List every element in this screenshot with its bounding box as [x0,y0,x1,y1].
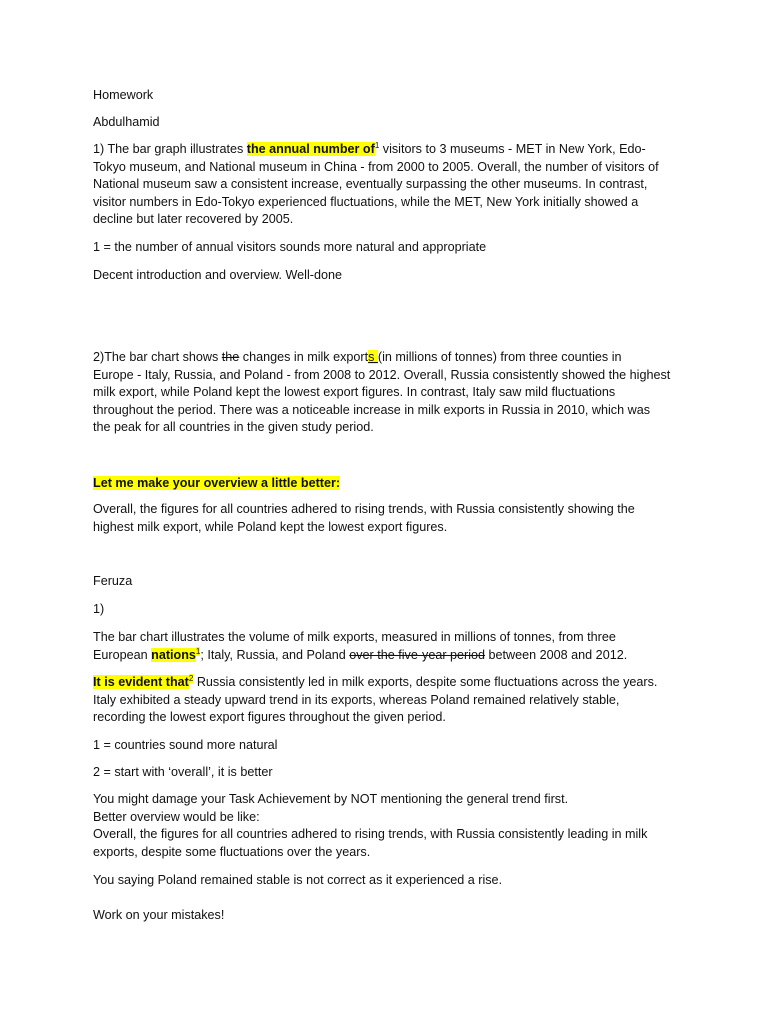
feedback-line-2: Better overview would be like: [93,809,260,824]
closing-remark: Work on your mistakes! [93,908,225,922]
answer-1-line-5: decline but later recovered by 2005. [93,212,294,227]
better-overview-line-2: highest milk export, while Poland kept the lowest export figures. [93,519,448,534]
answer-2-line-5: the peak for all countries in the given study period. [93,420,374,435]
highlight-correction: nations [151,647,196,662]
answer-1-line-2: Tokyo museum, and National museum in China - from 2000 to 2005. Overall, the number of visitors of [93,159,659,174]
feruza-paragraph-1 [93,629,693,664]
feruza-feedback [93,791,693,861]
better-overview-line-1: Overall, the figures for all countries adhered to rising trends, with Russia consistently showing the [93,502,635,516]
doc-title: Homework [93,88,154,102]
answer-1-line-4: visitor numbers in Edo-Tokyo experienced fluctuations, while the MET, New York initially showed a [93,194,639,209]
feruza-p2-line-2: Italy exhibited a steady upward trend in its exports, whereas Poland remained relatively stable, [93,692,620,707]
strikethrough-correction: the [221,350,240,364]
answer-2-paragraph [93,349,693,437]
answer-1-line-1: 1) The bar graph illustrates the annual number $of^1$ visitors to 3 museums - MET in New York, Edo- [93,141,646,156]
feruza-p1-line-2: European nations$^1$; Italy, Russia, and Poland over the five-year period between 2008 and 2012. [93,646,628,662]
student-name-feruza: Feruza [93,574,133,588]
feruza-p1-line-1: The bar chart illustrates the volume of milk exports, measured in millions of tonnes, from three [93,630,616,644]
answer-1-paragraph [93,141,693,229]
feruza-note-1: 1 = countries sound more natural [93,738,278,752]
better-overview-paragraph [93,501,693,536]
stable-correction-note: You saying Poland remained stable is not correct as it experienced a rise. [93,873,503,887]
strikethrough-correction: over the five-year period [349,647,486,662]
feruza-paragraph-2 [93,674,693,727]
feruza-note-2: 2 = start with ‘overall’, it is better [93,765,273,779]
answer-1-line-3: National museum saw a consistent increase, eventually surpassing the other museums. In contrast, [93,177,648,192]
answer-2-line-4: throughout the period. There was a noticeable increase in milk exports in Russia in 2010, which was [93,402,650,417]
correction-note-1: 1 = the number of annual visitors sounds more natural and appropriate [93,240,487,254]
feruza-answer-number: 1) [93,602,105,616]
footnote-marker: 2 [188,674,194,683]
student-name-abdulhamid: Abdulhamid [93,115,160,129]
feedback-line-3: Overall, the figures for all countries adhered to rising trends, with Russia consistently leading in milk [93,827,648,842]
better-overview-heading-text: Let me make your overview a little better: [93,476,341,490]
answer-2-line-1: 2)The bar chart shows the changes in milk exports (in millions of tonnes) from three counties in [93,350,622,364]
highlight-correction: It is evident that [93,675,189,689]
highlight-correction: s [368,350,378,364]
feruza-p2-line-1: It is evident that$^2$ Russia consistently led in milk exports, despite some fluctuations across the years. [93,674,658,689]
answer-2-line-3: milk export, while Poland kept the lowest export figures. In contrast, Italy saw mild fluctuations [93,385,616,400]
teacher-comment-1: Decent introduction and overview. Well-done [93,268,342,282]
footnote-marker: 1 [374,141,380,150]
feedback-line-1: You might damage your Task Achievement by NOT mentioning the general trend first. [93,792,569,806]
footnote-marker: 1 [195,646,201,656]
answer-2-line-2: Europe - Italy, Russia, and Poland - from 2008 to 2012. Overall, Russia consistently showed the highest [93,367,671,382]
highlight-correction: the annual number of [246,142,375,156]
better-overview-heading [93,475,693,493]
feedback-line-4: exports, despite some fluctuations over the years. [93,844,371,859]
feruza-p2-line-3: recording the lowest export figures throughout the given period. [93,710,446,725]
